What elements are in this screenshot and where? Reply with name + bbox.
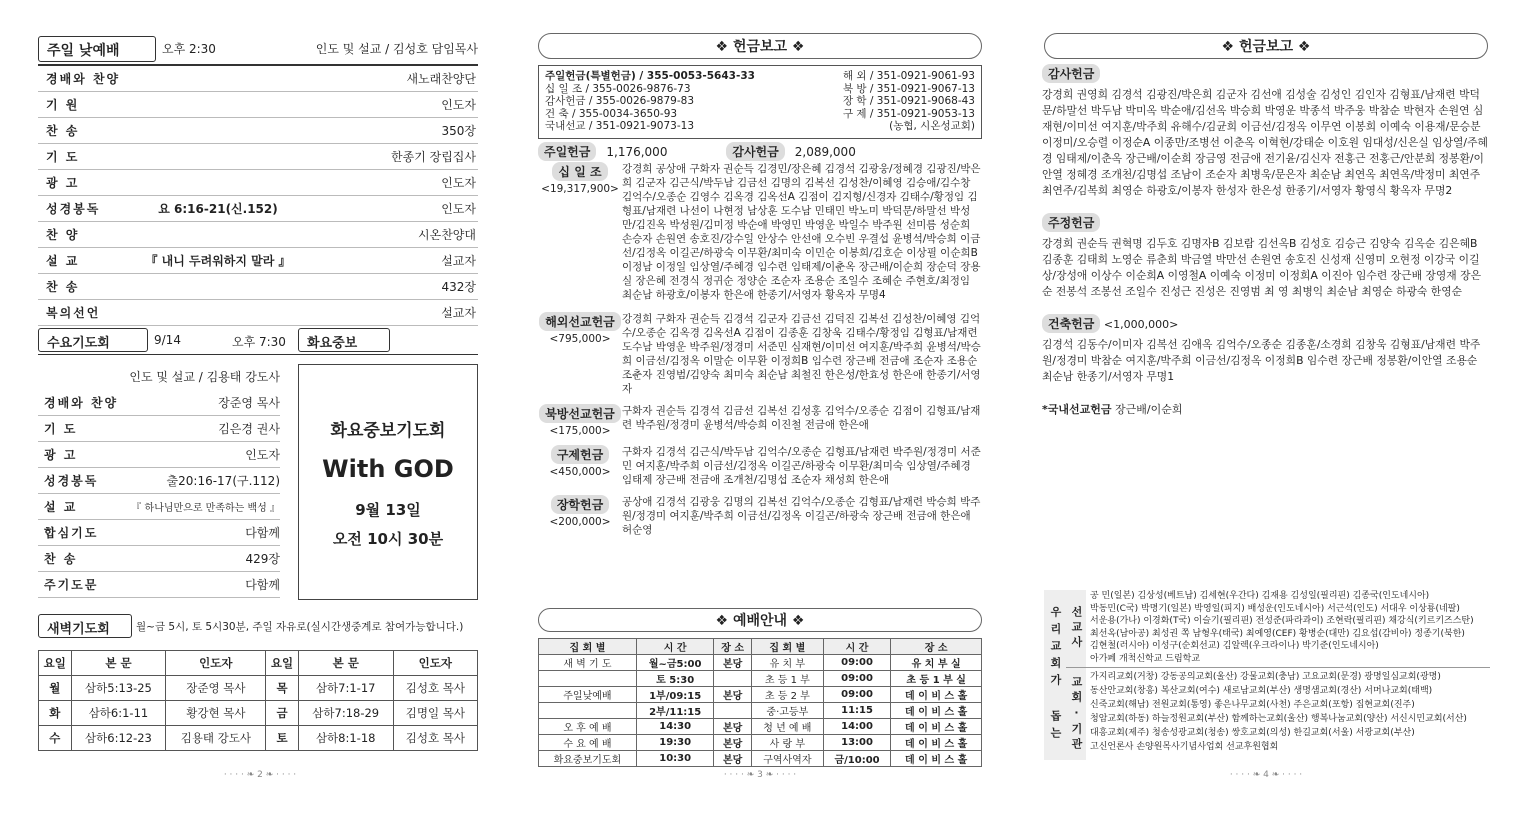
dawn-cell: 삼하7:1-17 bbox=[298, 676, 393, 701]
dawn-cell: 황강현 목사 bbox=[166, 701, 266, 726]
wednesday-order-row bbox=[38, 468, 280, 494]
thanks-tag: 감사헌금 bbox=[1042, 64, 1100, 83]
order-item-person: 시온찬양대 bbox=[418, 228, 476, 242]
wednesday-order-row bbox=[38, 416, 280, 442]
order-item-person: 한종기 장립집사 bbox=[391, 150, 476, 164]
schedule-cell: 화요중보기도회 bbox=[539, 751, 637, 767]
schedule-cell: 토 5:30 bbox=[636, 671, 714, 687]
order-item-label: 주기도문 bbox=[44, 578, 99, 592]
account-line: 십 일 조 / 355-0026-9876-73 bbox=[545, 82, 691, 95]
missionary-line: 최선옥(남아공) 최성권 쪽 남형우(태국) 최예영(CEF) 황병순(대만) 김요섭(감비아) 정종기(북한) bbox=[1090, 628, 1465, 639]
order-item-person: 다함께 bbox=[245, 578, 280, 592]
order-item-person: 김은경 권사 bbox=[218, 422, 280, 436]
schedule-cell: 초 등 2 부 bbox=[751, 687, 823, 703]
order-item-person: 장준영 목사 bbox=[218, 396, 280, 410]
offering-amount: <19,317,900> bbox=[541, 183, 619, 195]
domestic-tag: *국내선교헌금 bbox=[1042, 403, 1112, 416]
schedule-cell: 데 이 비 스 홀 bbox=[891, 687, 982, 703]
thanks-offering-label: 감사헌금 bbox=[726, 142, 784, 161]
offering-amount: <450,000> bbox=[549, 466, 611, 478]
dawn-cell: 목 bbox=[266, 676, 299, 701]
schedule-col-header: 집 회 별 bbox=[539, 639, 637, 655]
order-item-label: 경배와 찬양 bbox=[44, 396, 119, 410]
order-item-label: 경배와 찬양 bbox=[46, 72, 121, 86]
dawn-col-header: 인도자 bbox=[393, 651, 477, 676]
order-item-person: 인도자 bbox=[441, 176, 476, 190]
offering-names: 강경희 구화자 권순득 김경석 김군자 김금선 김덕진 김복선 김성찬/이혜영 김억수/오종순 김옥경 김옥선A 김점이 김종훈 김창욱 김태수/황정임 김형표/남재련 도수남 박영운 박주원/정경미 서준민 심재현/이미선 여지훈/박주희 윤병석/박승희 이금선/김정옥 이말순 이무환 이정희B 임수련 장근배 전금애 조순자 조용순 조춘자 진영범/김양숙 최미숙 최순남 최철진 한은성/한효성 한은애 한종기/서영자 bbox=[622, 313, 981, 395]
account-line: 장 학 / 351-0921-9068-43 bbox=[842, 95, 975, 107]
order-item-person: 새노래찬양단 bbox=[406, 72, 476, 86]
church-line: 신죽교회(해남) 전원교회(통영) 좋은나무교회(사천) 주은교회(포항) 집현교회(진주) bbox=[1090, 700, 1415, 710]
table-row bbox=[39, 701, 478, 726]
church-line: 대흥교회(제주) 청송성광교회(청송) 쌍호교회(의성) 한길교회(서울) 서광교회(부산) bbox=[1090, 728, 1415, 738]
dawn-cell: 금 bbox=[266, 701, 299, 726]
thanks-names: 강경희 권영희 김경석 김광진/박은희 김군자 김선애 김성술 김성인 김인자 김형표/남재련 박덕문/하말선 박두남 박미옥 박순애/김선옥 박승희 박영운 박종석 박주웅 박참순 박현자 손원연 심재현/이미선 여지훈/박주희 유해수/김균희 이금선/김정옥 이무연 이봉희 이예숙 이용재/문승분 이정미/오승렬 이정순A 이종만/조병선 이춘옥 이혁현/강태순 이호원 임대성/신은실 임상열/주혜경 임태제/이춘옥 장근배/이순희 장금영 전금애 전기윤/김신자 전홍근 전홍근/안분희 정봉환/이안열 정혜경 조개천/김명섭 조남이 조순자 최병욱/문은자 최순남 최연옥 최연옥/박정미 최연주 최연주/김복희 최영순 하광호/이봉자 한성자 한은성 한종기/서영자 황영식 황옥자 무명2 bbox=[1042, 88, 1488, 197]
church-list bbox=[1086, 668, 1490, 760]
offering-tag-col bbox=[538, 404, 622, 437]
building-tag: 건축헌금 bbox=[1042, 314, 1100, 333]
schedule-cell: 09:00 bbox=[823, 655, 891, 671]
page-number-4: · · · · ❧ 4 ❧ · · · · bbox=[1229, 770, 1303, 780]
offering-tag: 해외선교헌금 bbox=[539, 312, 621, 331]
wednesday-order-row bbox=[38, 442, 280, 468]
dawn-col-header: 본 문 bbox=[71, 651, 166, 676]
dawn-schedule-table bbox=[38, 650, 478, 751]
tuesday-box-time: 오전 10시 30분 bbox=[332, 529, 444, 548]
schedule-cell: 금/10:00 bbox=[823, 751, 891, 767]
offering-report-banner-2: ❖ 헌금보고 ❖ bbox=[1044, 33, 1488, 59]
schedule-col-header: 시 간 bbox=[823, 639, 891, 655]
missionary-line: 아가페 개척신학교 드림학교 bbox=[1090, 653, 1201, 664]
dawn-cell: 삼하5:13-25 bbox=[71, 676, 166, 701]
table-row bbox=[539, 703, 982, 719]
account-line: 국내선교 / 351-0921-9073-13 bbox=[545, 120, 694, 132]
order-item-label: 찬 송 bbox=[44, 552, 78, 566]
order-item-label: 광 고 bbox=[44, 448, 78, 462]
offering-item bbox=[538, 162, 982, 302]
dawn-cell: 삼하6:1-11 bbox=[71, 701, 166, 726]
order-item-label: 광 고 bbox=[46, 176, 80, 190]
dawn-col-header: 본 문 bbox=[298, 651, 393, 676]
sunday-leader: 인도 및 설교 / 김성호 담임목사 bbox=[315, 42, 478, 56]
account-box bbox=[538, 65, 982, 139]
missionary-line: 김현철(러시아) 이성구(순회선교) 김알렉(우크라이나) 박기준(인도네시아) bbox=[1090, 641, 1379, 651]
schedule-cell bbox=[539, 671, 637, 687]
dawn-cell: 삼하7:18-29 bbox=[298, 701, 393, 726]
offering-tag-col bbox=[538, 445, 622, 487]
building-names: 김경석 김동수/이미자 김복선 김애옥 김억수/오종순 김종훈/소경희 김창욱 김형표/남재련 박주원/정경미 박참순 여지훈/박주희 이금선/김정옥 이정희B 임수련 장근배 정봉환/이안열 조용순 최순남 한종기/서영자 무명1 bbox=[1042, 338, 1481, 383]
schedule-cell: 청 년 예 배 bbox=[751, 719, 823, 735]
jujeong-tag: 주정헌금 bbox=[1042, 213, 1100, 232]
dawn-note: 월~금 5시, 토 5시30분, 주일 자유로(실시간생중계로 참여가능합니다.) bbox=[136, 621, 464, 633]
offering-tag: 십 일 조 bbox=[552, 162, 607, 181]
offering-amount: <175,000> bbox=[549, 425, 611, 437]
sunday-time: 오후 2:30 bbox=[162, 42, 216, 56]
missionary-label: 선교사 bbox=[1066, 590, 1086, 667]
dawn-col-header: 요일 bbox=[39, 651, 72, 676]
schedule-col-header: 집 회 별 bbox=[751, 639, 823, 655]
jujeong-names: 강경희 권순득 권혁명 김두호 김명자B 김보람 김선옥B 김성호 김승근 김양숙 김옥순 김은혜B 김종훈 김태희 노영순 류춘희 박금열 박만선 손원연 송호진 신성재 신영미 오현정 이강국 이길상/장성애 이상수 이순희A 이영철A 이예숙 이정미 이정희A 이진아 임수련 장근배 장영재 장은순 전봉석 조봉선 조일수 진성근 진성은 진영범 최 영 최병익 최순남 최영순 하광숙 한영순 bbox=[1042, 237, 1482, 298]
tuesday-box-title: 화요중보기도회 bbox=[330, 420, 446, 441]
sunday-order-row bbox=[38, 66, 478, 92]
dawn-cell: 화 bbox=[39, 701, 72, 726]
sunday-service-header bbox=[38, 36, 156, 62]
dawn-cell: 김성호 목사 bbox=[393, 676, 477, 701]
schedule-cell: 데 이 비 스 홀 bbox=[891, 703, 982, 719]
table-row bbox=[539, 671, 982, 687]
order-item-person: 설교자 bbox=[441, 254, 476, 268]
offering-names: 구화자 권순득 김경석 김금선 김복선 김성홍 김억수/오종순 김점이 김형표/남재련 박주원/정경미 윤병석/박승희 이진철 전금애 한은애 bbox=[622, 405, 981, 431]
account-line: 건 축 / 355-0034-3650-93 bbox=[545, 107, 678, 120]
schedule-cell: 월~금5:00 bbox=[636, 655, 714, 671]
thanks-offering-amount: 2,089,000 bbox=[794, 144, 856, 159]
offering-item bbox=[538, 404, 982, 437]
mission-left-label: 우리교회가 돕는 bbox=[1044, 590, 1066, 760]
missionary-line: 공 민(일본) 김상성(베트남) 김세현(우간다) 김재용 김성일(필리핀) 김종국(인도네시아) bbox=[1090, 591, 1430, 601]
order-item-label: 설 교 bbox=[46, 254, 80, 268]
offering-tag: 구제헌금 bbox=[551, 445, 609, 464]
schedule-cell: 초 등 1 부 실 bbox=[891, 671, 982, 687]
offering-tag-col bbox=[538, 495, 622, 537]
account-line: 해 외 / 351-0921-9061-93 bbox=[842, 70, 975, 82]
account-line: 북 방 / 351-0921-9067-13 bbox=[842, 82, 975, 95]
wednesday-service-header: 수요기도회 bbox=[38, 328, 148, 352]
tuesday-prayer-box bbox=[298, 364, 478, 600]
missionary-list bbox=[1086, 590, 1490, 667]
order-item-label: 성경봉독 bbox=[46, 202, 101, 216]
schedule-cell bbox=[714, 703, 751, 719]
account-line: 주일헌금(특별헌금) / 355-0053-5643-33 bbox=[545, 70, 755, 82]
wednesday-order-row bbox=[38, 520, 280, 546]
order-item-content: 『 내니 두려워하지 말라 』 bbox=[145, 254, 291, 268]
church-line: 청암교회(하동) 하늘정원교회(부산) 함께하는교회(울산) 행복나눔교회(양산) 서신시민교회(서산) bbox=[1090, 714, 1467, 724]
wednesday-leader: 인도 및 설교 / 김용태 강도사 bbox=[129, 370, 280, 384]
missionary-line: 박동민(C국) 박명기(일본) 박영일(피지) 배성운(인도네시아) 서근석(인도) 서대우 이상룡(네팔) bbox=[1090, 603, 1460, 614]
schedule-cell: 13:00 bbox=[823, 735, 891, 751]
sunday-order-row bbox=[38, 300, 478, 326]
order-item-person: 432장 bbox=[441, 280, 476, 294]
schedule-cell: 19:30 bbox=[636, 735, 714, 751]
sunday-offering-label: 주일헌금 bbox=[538, 142, 596, 161]
schedule-col-header: 장 소 bbox=[714, 639, 751, 655]
dawn-cell: 김명일 목사 bbox=[393, 701, 477, 726]
schedule-cell bbox=[539, 703, 637, 719]
schedule-cell: 본당 bbox=[714, 719, 751, 735]
schedule-cell: 새 벽 기 도 bbox=[539, 655, 637, 671]
schedule-cell: 2부/11:15 bbox=[636, 703, 714, 719]
wednesday-time: 오후 7:30 bbox=[232, 335, 286, 349]
table-row bbox=[539, 687, 982, 703]
dawn-cell: 김용태 강도사 bbox=[166, 726, 266, 751]
schedule-cell: 11:15 bbox=[823, 703, 891, 719]
sunday-service-title: 주일 낮예배 bbox=[47, 43, 120, 59]
offering-item bbox=[538, 445, 982, 487]
sunday-order-row bbox=[38, 222, 478, 248]
dawn-cell: 삼하6:12-23 bbox=[71, 726, 166, 751]
dawn-col-header: 인도자 bbox=[166, 651, 266, 676]
dawn-cell: 수 bbox=[39, 726, 72, 751]
page4-offerings bbox=[1042, 64, 1488, 417]
dawn-cell: 토 bbox=[266, 726, 299, 751]
order-item-person: 429장 bbox=[245, 552, 280, 566]
order-item-person: 인도자 bbox=[441, 98, 476, 112]
offering-item bbox=[538, 312, 982, 396]
schedule-cell: 구역사역자 bbox=[751, 751, 823, 767]
sunday-order-row bbox=[38, 92, 478, 118]
table-row bbox=[39, 676, 478, 701]
table-row bbox=[539, 735, 982, 751]
schedule-cell: 유 치 부 실 bbox=[891, 655, 982, 671]
order-item-label: 찬 송 bbox=[46, 280, 80, 294]
table-row bbox=[539, 719, 982, 735]
schedule-cell: 데 이 비 스 홀 bbox=[891, 719, 982, 735]
church-line: 동산안교회(창흥) 복산교회(여수) 새로남교회(부산) 생명샘교회(경산) 서머나교회(태백) bbox=[1090, 686, 1433, 696]
order-item-label: 성경봉독 bbox=[44, 474, 99, 488]
offering-tag: 북방선교헌금 bbox=[539, 404, 621, 423]
offering-amount: <795,000> bbox=[549, 333, 611, 345]
schedule-cell: 오 후 예 배 bbox=[539, 719, 637, 735]
account-line: 구 제 / 351-0921-9053-13 bbox=[842, 107, 975, 120]
schedule-cell: 09:00 bbox=[823, 671, 891, 687]
mission-support-box bbox=[1044, 590, 1490, 760]
table-row bbox=[39, 726, 478, 751]
order-item-label: 합심기도 bbox=[44, 526, 99, 540]
church-line: 가지리교회(거창) 강동공의교회(울산) 강물교회(충남) 고요교회(문경) 광명일심교회(광명) bbox=[1090, 672, 1441, 682]
schedule-cell: 본당 bbox=[714, 687, 751, 703]
wednesday-order-row bbox=[38, 494, 280, 520]
schedule-cell: 09:00 bbox=[823, 687, 891, 703]
sunday-order-row bbox=[38, 118, 478, 144]
order-item-label: 기 도 bbox=[44, 422, 78, 436]
schedule-cell: 초 등 1 부 bbox=[751, 671, 823, 687]
schedule-banner: ❖ 예배안내 ❖ bbox=[538, 608, 982, 632]
wednesday-order-row bbox=[38, 572, 280, 598]
dawn-cell: 장준영 목사 bbox=[166, 676, 266, 701]
page-number: · · · · ❧ 2 ❧ · · · · bbox=[223, 770, 297, 780]
building-amount: <1,000,000> bbox=[1103, 318, 1179, 331]
schedule-cell: 유 치 부 bbox=[751, 655, 823, 671]
offering-names: 강경희 공상애 구화자 권순득 김경민/장은혜 김경석 김광웅/정혜경 김광진/박은희 김군자 김근식/박두남 김금선 김명의 김복선 김성찬/이혜영 김승애/김수창 김억수/오종순 김영수 김옥경 김옥선A 김점이 김지형/신경자 김태수/황정임 김형표/남재련 나선이 나현정 남상훈 도수남 민태민 박노미 박덕문/하말선 박성만/김진옥 박성원/김미정 박순애 박영민 박영운 박일수 박주원 선미름 성순희 손승자 손원연 송호진/강수일 안상수 안선애 오수빈 우결섭 윤병석/박승희 이금선/김정옥 이길곤/하광숙 이무환/최미숙 이민순 이봉희/김호순 이상필 이순희B 이정남 이정일 임상열/주혜경 임수련 임태제/이춘옥 장근배/이순희 장순덕 장용실 장은혜 전경식 정귀순 정양순 조순자 조용순 조일수 조혜순 주현호/최정임 최순남 하광호/이봉자 한은애 한종기/서영자 황옥자 무명4 bbox=[622, 163, 981, 301]
schedule-cell: 본당 bbox=[714, 655, 751, 671]
order-item-person: 출20:16-17(구.112) bbox=[166, 474, 280, 488]
schedule-cell: 본당 bbox=[714, 735, 751, 751]
table-row bbox=[539, 655, 982, 671]
order-item-person: 『 하나님만으로 만족하는 백성 』 bbox=[131, 503, 280, 514]
offering-tag: 장학헌금 bbox=[551, 495, 609, 514]
dawn-cell: 김성호 목사 bbox=[393, 726, 477, 751]
schedule-cell: 수 요 예 배 bbox=[539, 735, 637, 751]
order-item-person: 350장 bbox=[441, 124, 476, 138]
order-item-content: 요 6:16-21(신.152) bbox=[158, 202, 278, 216]
offering-tag-col bbox=[538, 162, 622, 302]
order-item-label: 찬 송 bbox=[46, 124, 80, 138]
offering-report-banner: ❖ 헌금보고 ❖ bbox=[538, 33, 982, 59]
service-schedule-table bbox=[538, 638, 982, 767]
wednesday-order-row bbox=[38, 390, 280, 416]
order-item-label: 복의선언 bbox=[46, 306, 101, 320]
dawn-prayer-header: 새벽기도회 bbox=[38, 614, 132, 638]
church-label: 교회·기관 bbox=[1066, 668, 1086, 760]
sunday-order-row bbox=[38, 274, 478, 300]
schedule-cell: 데 이 비 스 홀 bbox=[891, 735, 982, 751]
sunday-order-row bbox=[38, 144, 478, 170]
sunday-order bbox=[38, 66, 478, 326]
dawn-cell: 삼하8:1-18 bbox=[298, 726, 393, 751]
schedule-cell bbox=[714, 671, 751, 687]
tuesday-box-date: 9월 13일 bbox=[355, 500, 421, 519]
tuesday-prayer-header: 화요중보 bbox=[298, 328, 390, 352]
account-line: 감사헌금 / 355-0026-9879-83 bbox=[545, 95, 694, 107]
wednesday-order bbox=[38, 390, 280, 598]
page-number-3: · · · · ❧ 3 ❧ · · · · bbox=[723, 770, 797, 780]
sunday-thanks-totals bbox=[538, 142, 982, 161]
order-item-label: 설 교 bbox=[44, 500, 78, 514]
offering-names: 구화자 김경석 김근식/박두남 김억수/오종순 김형표/남재련 박주원/정경미 서준민 여지훈/박주희 이금선/김정옥 이길곤/하광숙 이무환/최미숙 임상열/주혜경 임태제 장근배 전금애 조개천/김명섭 조순자 채성희 한은애 bbox=[622, 446, 981, 486]
account-line: (농협, 시온성교회) bbox=[889, 120, 975, 132]
schedule-cell: 사 랑 부 bbox=[751, 735, 823, 751]
dawn-col-header: 요일 bbox=[266, 651, 299, 676]
schedule-col-header: 장 소 bbox=[891, 639, 982, 655]
order-item-label: 찬 양 bbox=[46, 228, 80, 242]
dawn-cell: 월 bbox=[39, 676, 72, 701]
table-row bbox=[539, 751, 982, 767]
schedule-cell: 14:30 bbox=[636, 719, 714, 735]
sunday-order-row bbox=[38, 170, 478, 196]
schedule-cell: 10:30 bbox=[636, 751, 714, 767]
order-item-person: 인도자 bbox=[245, 448, 280, 462]
offering-item bbox=[538, 495, 982, 537]
order-item-label: 기 원 bbox=[46, 98, 80, 112]
order-item-person: 다함께 bbox=[245, 526, 280, 540]
offering-tag-col bbox=[538, 312, 622, 396]
offering-amount: <200,000> bbox=[549, 516, 611, 528]
sunday-offering-amount: 1,176,000 bbox=[606, 144, 668, 159]
schedule-cell: 1부/09:15 bbox=[636, 687, 714, 703]
order-item-person: 설교자 bbox=[441, 306, 476, 320]
schedule-col-header: 시 간 bbox=[636, 639, 714, 655]
order-item-person: 인도자 bbox=[441, 202, 476, 216]
wednesday-date: 9/14 bbox=[154, 333, 181, 347]
church-line: 고신언론사 손양원목사기념사업회 선교후원협회 bbox=[1090, 742, 1279, 752]
sunday-order-row bbox=[38, 248, 478, 274]
schedule-cell: 14:00 bbox=[823, 719, 891, 735]
tuesday-box-subtitle: With GOD bbox=[322, 454, 454, 483]
schedule-cell: 데 이 비 스 홀 bbox=[891, 751, 982, 767]
schedule-cell: 중·고등부 bbox=[751, 703, 823, 719]
missionary-line: 서운용(가나) 이경화(T국) 이슬기(필리핀) 전성준(파라과이) 조현락(필리핀) 채강식(키르키즈스탄) bbox=[1090, 616, 1474, 626]
wednesday-order-row bbox=[38, 546, 280, 572]
offering-names: 공상애 김경석 김광웅 김명의 김복선 김억수/오종순 김형표/남재련 박승희 박주원/정경미 여지훈/박주희 이금선/김정옥 이길곤/하광숙 장근배 전금애 한은애 허순영 bbox=[622, 496, 981, 536]
offering-list bbox=[538, 162, 982, 545]
schedule-cell: 주일낮예배 bbox=[539, 687, 637, 703]
domestic-names: 장근배/이순희 bbox=[1115, 403, 1183, 416]
schedule-cell: 본당 bbox=[714, 751, 751, 767]
order-item-label: 기 도 bbox=[46, 150, 80, 164]
sunday-order-row bbox=[38, 196, 478, 222]
